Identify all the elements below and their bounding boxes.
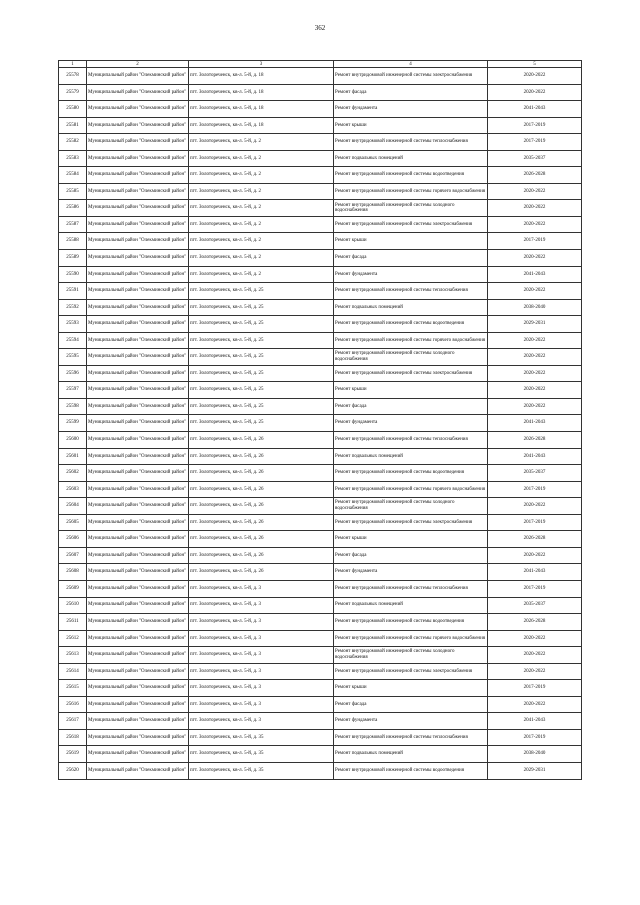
address-cell: пгт. Золотореченск, кв-л. 5-й, д. 18 [189, 68, 334, 85]
work-type-cell: Ремонт внутридомовой инженерной системы электроснабжения [334, 216, 488, 233]
municipality-cell: Муниципальный район "Олекминский район" [87, 564, 189, 581]
row-number: 25605 [59, 514, 87, 531]
address-cell: пгт. Золотореченск, кв-л. 5-й, д. 3 [189, 647, 334, 664]
work-type-cell: Ремонт внутридомовой инженерной системы горячего водоснабжения [334, 481, 488, 498]
municipality-cell: Муниципальный район "Олекминский район" [87, 283, 189, 300]
work-type-cell: Ремонт фасада [334, 84, 488, 101]
municipality-cell: Муниципальный район "Олекминский район" [87, 68, 189, 85]
address-cell: пгт. Золотореченск, кв-л. 5-й, д. 25 [189, 349, 334, 366]
table-row [59, 150, 582, 167]
municipality-cell: Муниципальный район "Олекминский район" [87, 382, 189, 399]
table-row [59, 250, 582, 267]
municipality-cell: Муниципальный район "Олекминский район" [87, 332, 189, 349]
row-number: 25586 [59, 200, 87, 217]
period-cell: 2041-2043 [488, 101, 582, 118]
period-cell: 2026-2028 [488, 167, 582, 184]
row-number: 25596 [59, 365, 87, 382]
table-row [59, 316, 582, 333]
table-header [59, 61, 582, 68]
address-cell: пгт. Золотореченск, кв-л. 5-й, д. 25 [189, 382, 334, 399]
period-cell: 2020-2022 [488, 216, 582, 233]
address-cell: пгт. Золотореченск, кв-л. 5-й, д. 25 [189, 365, 334, 382]
period-cell: 2020-2022 [488, 349, 582, 366]
period-cell: 2041-2043 [488, 564, 582, 581]
period-cell: 2020-2022 [488, 365, 582, 382]
period-cell: 2020-2022 [488, 382, 582, 399]
address-cell: пгт. Золотореченск, кв-л. 5-й, д. 2 [189, 167, 334, 184]
address-cell: пгт. Золотореченск, кв-л. 5-й, д. 3 [189, 680, 334, 697]
row-number: 25614 [59, 663, 87, 680]
row-number: 25585 [59, 183, 87, 200]
row-number: 25578 [59, 68, 87, 85]
column-number-2: 2 [87, 61, 189, 68]
address-cell: пгт. Золотореченск, кв-л. 5-й, д. 18 [189, 84, 334, 101]
work-type-cell: Ремонт фундамента [334, 713, 488, 730]
municipality-cell: Муниципальный район "Олекминский район" [87, 415, 189, 432]
address-cell: пгт. Золотореченск, кв-л. 5-й, д. 18 [189, 117, 334, 134]
address-cell: пгт. Золотореченск, кв-л. 5-й, д. 26 [189, 498, 334, 515]
municipality-cell: Муниципальный район "Олекминский район" [87, 216, 189, 233]
work-type-cell: Ремонт внутридомовой инженерной системы теплоснабжения [334, 432, 488, 449]
period-cell: 2020-2022 [488, 200, 582, 217]
row-number: 25597 [59, 382, 87, 399]
address-cell: пгт. Золотореченск, кв-л. 5-й, д. 26 [189, 448, 334, 465]
row-number: 25617 [59, 713, 87, 730]
period-cell: 2041-2043 [488, 713, 582, 730]
work-type-cell: Ремонт внутридомовой инженерной системы теплоснабжения [334, 580, 488, 597]
table-row [59, 498, 582, 515]
address-cell: пгт. Золотореченск, кв-л. 5-й, д. 26 [189, 481, 334, 498]
work-type-cell: Ремонт внутридомовой инженерной системы холодного водоснабжения [334, 498, 488, 515]
period-cell: 2017-2019 [488, 117, 582, 134]
work-type-cell: Ремонт подвальных помещений [334, 150, 488, 167]
work-type-cell: Ремонт фасада [334, 398, 488, 415]
row-number: 25593 [59, 316, 87, 333]
address-cell: пгт. Золотореченск, кв-л. 5-й, д. 25 [189, 415, 334, 432]
work-type-cell: Ремонт внутридомовой инженерной системы водоотведения [334, 614, 488, 631]
period-cell: 2020-2022 [488, 332, 582, 349]
address-cell: пгт. Золотореченск, кв-л. 5-й, д. 25 [189, 398, 334, 415]
period-cell: 2020-2022 [488, 84, 582, 101]
municipality-cell: Муниципальный район "Олекминский район" [87, 432, 189, 449]
table-row [59, 547, 582, 564]
municipality-cell: Муниципальный район "Олекминский район" [87, 233, 189, 250]
address-cell: пгт. Золотореченск, кв-л. 5-й, д. 26 [189, 432, 334, 449]
work-type-cell: Ремонт внутридомовой инженерной системы электроснабжения [334, 514, 488, 531]
period-cell: 2017-2019 [488, 580, 582, 597]
address-cell: пгт. Золотореченск, кв-л. 5-й, д. 25 [189, 332, 334, 349]
municipality-cell: Муниципальный район "Олекминский район" [87, 117, 189, 134]
address-cell: пгт. Золотореченск, кв-л. 5-й, д. 2 [189, 266, 334, 283]
table-body [59, 68, 582, 780]
column-number-4: 4 [334, 61, 488, 68]
municipality-cell: Муниципальный район "Олекминский район" [87, 696, 189, 713]
table-row [59, 200, 582, 217]
municipality-cell: Муниципальный район "Олекминский район" [87, 398, 189, 415]
period-cell: 2017-2019 [488, 680, 582, 697]
municipality-cell: Муниципальный район "Олекминский район" [87, 349, 189, 366]
table-row [59, 663, 582, 680]
row-number: 25612 [59, 630, 87, 647]
period-cell: 2020-2022 [488, 283, 582, 300]
municipality-cell: Муниципальный район "Олекминский район" [87, 167, 189, 184]
work-type-cell: Ремонт фундамента [334, 266, 488, 283]
table-row [59, 448, 582, 465]
table-row [59, 432, 582, 449]
municipality-cell: Муниципальный район "Олекминский район" [87, 597, 189, 614]
row-number: 25602 [59, 465, 87, 482]
table-row [59, 349, 582, 366]
address-cell: пгт. Золотореченск, кв-л. 5-й, д. 2 [189, 233, 334, 250]
municipality-cell: Муниципальный район "Олекминский район" [87, 299, 189, 316]
work-type-cell: Ремонт фундамента [334, 415, 488, 432]
table-row [59, 746, 582, 763]
row-number: 25599 [59, 415, 87, 432]
municipality-cell: Муниципальный район "Олекминский район" [87, 266, 189, 283]
row-number: 25583 [59, 150, 87, 167]
row-number: 25613 [59, 647, 87, 664]
period-cell: 2020-2022 [488, 498, 582, 515]
address-cell: пгт. Золотореченск, кв-л. 5-й, д. 3 [189, 630, 334, 647]
table-row [59, 597, 582, 614]
row-number: 25606 [59, 531, 87, 548]
work-type-cell: Ремонт подвальных помещений [334, 299, 488, 316]
row-number: 25608 [59, 564, 87, 581]
table-row [59, 382, 582, 399]
table-row [59, 332, 582, 349]
row-number: 25609 [59, 580, 87, 597]
table-row [59, 481, 582, 498]
municipality-cell: Муниципальный район "Олекминский район" [87, 316, 189, 333]
period-cell: 2038-2040 [488, 299, 582, 316]
row-number: 25582 [59, 134, 87, 151]
period-cell: 2017-2019 [488, 134, 582, 151]
address-cell: пгт. Золотореченск, кв-л. 5-й, д. 26 [189, 531, 334, 548]
header-row [59, 61, 582, 68]
municipality-cell: Муниципальный район "Олекминский район" [87, 481, 189, 498]
row-number: 25601 [59, 448, 87, 465]
address-cell: пгт. Золотореченск, кв-л. 5-й, д. 3 [189, 713, 334, 730]
period-cell: 2026-2028 [488, 531, 582, 548]
table-row [59, 183, 582, 200]
address-cell: пгт. Золотореченск, кв-л. 5-й, д. 3 [189, 614, 334, 631]
table-row [59, 680, 582, 697]
period-cell: 2020-2022 [488, 398, 582, 415]
work-type-cell: Ремонт крыши [334, 233, 488, 250]
address-cell: пгт. Золотореченск, кв-л. 5-й, д. 25 [189, 299, 334, 316]
period-cell: 2035-2037 [488, 465, 582, 482]
address-cell: пгт. Золотореченск, кв-л. 5-й, д. 26 [189, 465, 334, 482]
table-row [59, 233, 582, 250]
address-cell: пгт. Золотореченск, кв-л. 5-й, д. 3 [189, 580, 334, 597]
municipality-cell: Муниципальный район "Олекминский район" [87, 746, 189, 763]
period-cell: 2020-2022 [488, 696, 582, 713]
work-type-cell: Ремонт подвальных помещений [334, 448, 488, 465]
period-cell: 2017-2019 [488, 729, 582, 746]
period-cell: 2020-2022 [488, 647, 582, 664]
municipality-cell: Муниципальный район "Олекминский район" [87, 531, 189, 548]
period-cell: 2035-2037 [488, 150, 582, 167]
table-row [59, 415, 582, 432]
period-cell: 2020-2022 [488, 183, 582, 200]
row-number: 25594 [59, 332, 87, 349]
table-row [59, 630, 582, 647]
period-cell: 2038-2040 [488, 746, 582, 763]
municipality-cell: Муниципальный район "Олекминский район" [87, 200, 189, 217]
period-cell: 2041-2043 [488, 448, 582, 465]
table-row [59, 134, 582, 151]
municipality-cell: Муниципальный район "Олекминский район" [87, 713, 189, 730]
column-number-5: 5 [488, 61, 582, 68]
municipality-cell: Муниципальный район "Олекминский район" [87, 150, 189, 167]
row-number: 25615 [59, 680, 87, 697]
address-cell: пгт. Золотореченск, кв-л. 5-й, д. 2 [189, 183, 334, 200]
period-cell: 2026-2028 [488, 432, 582, 449]
municipality-cell: Муниципальный район "Олекминский район" [87, 630, 189, 647]
page-number: 362 [314, 24, 326, 32]
period-cell: 2041-2043 [488, 266, 582, 283]
table-row [59, 713, 582, 730]
row-number: 25580 [59, 101, 87, 118]
work-type-cell: Ремонт внутридомовой инженерной системы электроснабжения [334, 365, 488, 382]
municipality-cell: Муниципальный район "Олекминский район" [87, 84, 189, 101]
row-number: 25600 [59, 432, 87, 449]
table-row [59, 84, 582, 101]
work-type-cell: Ремонт фундамента [334, 564, 488, 581]
row-number: 25611 [59, 614, 87, 631]
period-cell: 2035-2037 [488, 597, 582, 614]
row-number: 25598 [59, 398, 87, 415]
row-number: 25590 [59, 266, 87, 283]
row-number: 25581 [59, 117, 87, 134]
municipality-cell: Муниципальный район "Олекминский район" [87, 614, 189, 631]
work-type-cell: Ремонт внутридомовой инженерной системы горячего водоснабжения [334, 630, 488, 647]
period-cell: 2029-2031 [488, 762, 582, 779]
work-type-cell: Ремонт крыши [334, 531, 488, 548]
table-row [59, 580, 582, 597]
address-cell: пгт. Золотореченск, кв-л. 5-й, д. 35 [189, 746, 334, 763]
address-cell: пгт. Золотореченск, кв-л. 5-й, д. 3 [189, 597, 334, 614]
work-type-cell: Ремонт внутридомовой инженерной системы электроснабжения [334, 663, 488, 680]
period-cell: 2026-2028 [488, 614, 582, 631]
table-row [59, 266, 582, 283]
municipality-cell: Муниципальный район "Олекминский район" [87, 729, 189, 746]
row-number: 25591 [59, 283, 87, 300]
row-number: 25595 [59, 349, 87, 366]
work-type-cell: Ремонт внутридомовой инженерной системы водоотведения [334, 167, 488, 184]
address-cell: пгт. Золотореченск, кв-л. 5-й, д. 25 [189, 316, 334, 333]
table-row [59, 614, 582, 631]
address-cell: пгт. Золотореченск, кв-л. 5-й, д. 26 [189, 564, 334, 581]
table-row [59, 514, 582, 531]
work-type-cell: Ремонт фасада [334, 696, 488, 713]
period-cell: 2041-2043 [488, 415, 582, 432]
work-type-cell: Ремонт внутридомовой инженерной системы теплоснабжения [334, 283, 488, 300]
period-cell: 2029-2031 [488, 316, 582, 333]
municipality-cell: Муниципальный район "Олекминский район" [87, 448, 189, 465]
work-type-cell: Ремонт крыши [334, 680, 488, 697]
work-type-cell: Ремонт внутридомовой инженерной системы электроснабжения [334, 68, 488, 85]
table-row [59, 365, 582, 382]
address-cell: пгт. Золотореченск, кв-л. 5-й, д. 18 [189, 101, 334, 118]
address-cell: пгт. Золотореченск, кв-л. 5-й, д. 26 [189, 514, 334, 531]
municipality-cell: Муниципальный район "Олекминский район" [87, 680, 189, 697]
period-cell: 2017-2019 [488, 233, 582, 250]
work-type-cell: Ремонт подвальных помещений [334, 746, 488, 763]
table-row [59, 398, 582, 415]
row-number: 25584 [59, 167, 87, 184]
row-number: 25604 [59, 498, 87, 515]
table-row [59, 696, 582, 713]
table-row [59, 531, 582, 548]
address-cell: пгт. Золотореченск, кв-л. 5-й, д. 35 [189, 729, 334, 746]
row-number: 25587 [59, 216, 87, 233]
address-cell: пгт. Золотореченск, кв-л. 5-й, д. 2 [189, 250, 334, 267]
table-row [59, 283, 582, 300]
address-cell: пгт. Золотореченск, кв-л. 5-й, д. 3 [189, 696, 334, 713]
table-row [59, 564, 582, 581]
work-type-cell: Ремонт внутридомовой инженерной системы теплоснабжения [334, 134, 488, 151]
row-number: 25610 [59, 597, 87, 614]
table-row [59, 299, 582, 316]
work-type-cell: Ремонт внутридомовой инженерной системы теплоснабжения [334, 729, 488, 746]
row-number: 25579 [59, 84, 87, 101]
address-cell: пгт. Золотореченск, кв-л. 5-й, д. 2 [189, 216, 334, 233]
row-number: 25589 [59, 250, 87, 267]
work-type-cell: Ремонт подвальных помещений [334, 597, 488, 614]
table-row [59, 117, 582, 134]
table-row [59, 216, 582, 233]
municipality-cell: Муниципальный район "Олекминский район" [87, 647, 189, 664]
row-number: 25616 [59, 696, 87, 713]
municipality-cell: Муниципальный район "Олекминский район" [87, 101, 189, 118]
address-cell: пгт. Золотореченск, кв-л. 5-й, д. 35 [189, 762, 334, 779]
row-number: 25618 [59, 729, 87, 746]
work-type-cell: Ремонт фасада [334, 547, 488, 564]
municipality-cell: Муниципальный район "Олекминский район" [87, 663, 189, 680]
row-number: 25588 [59, 233, 87, 250]
row-number: 25592 [59, 299, 87, 316]
municipality-cell: Муниципальный район "Олекминский район" [87, 465, 189, 482]
table-row [59, 68, 582, 85]
municipality-cell: Муниципальный район "Олекминский район" [87, 183, 189, 200]
table-row [59, 101, 582, 118]
municipality-cell: Муниципальный район "Олекминский район" [87, 762, 189, 779]
column-number-1: 1 [59, 61, 87, 68]
period-cell: 2020-2022 [488, 68, 582, 85]
row-number: 25620 [59, 762, 87, 779]
period-cell: 2020-2022 [488, 630, 582, 647]
period-cell: 2020-2022 [488, 547, 582, 564]
period-cell: 2017-2019 [488, 481, 582, 498]
period-cell: 2017-2019 [488, 514, 582, 531]
work-type-cell: Ремонт крыши [334, 382, 488, 399]
municipality-cell: Муниципальный район "Олекминский район" [87, 498, 189, 515]
work-type-cell: Ремонт внутридомовой инженерной системы холодного водоснабжения [334, 647, 488, 664]
work-type-cell: Ремонт фасада [334, 250, 488, 267]
municipality-cell: Муниципальный район "Олекминский район" [87, 547, 189, 564]
table-row [59, 762, 582, 779]
work-type-cell: Ремонт фундамента [334, 101, 488, 118]
work-type-cell: Ремонт внутридомовой инженерной системы холодного водоснабжения [334, 349, 488, 366]
address-cell: пгт. Золотореченск, кв-л. 5-й, д. 25 [189, 283, 334, 300]
municipality-cell: Муниципальный район "Олекминский район" [87, 580, 189, 597]
column-number-3: 3 [189, 61, 334, 68]
period-cell: 2020-2022 [488, 250, 582, 267]
table-row [59, 647, 582, 664]
address-cell: пгт. Золотореченск, кв-л. 5-й, д. 2 [189, 150, 334, 167]
work-type-cell: Ремонт внутридомовой инженерной системы холодного водоснабжения [334, 200, 488, 217]
work-type-cell: Ремонт внутридомовой инженерной системы водоотведения [334, 465, 488, 482]
work-type-cell: Ремонт внутридомовой инженерной системы водоотведения [334, 762, 488, 779]
repair-schedule-table [58, 60, 582, 780]
municipality-cell: Муниципальный район "Олекминский район" [87, 250, 189, 267]
address-cell: пгт. Золотореченск, кв-л. 5-й, д. 2 [189, 134, 334, 151]
work-type-cell: Ремонт крыши [334, 117, 488, 134]
work-type-cell: Ремонт внутридомовой инженерной системы горячего водоснабжения [334, 183, 488, 200]
table-row [59, 729, 582, 746]
municipality-cell: Муниципальный район "Олекминский район" [87, 134, 189, 151]
period-cell: 2020-2022 [488, 663, 582, 680]
work-type-cell: Ремонт внутридомовой инженерной системы горячего водоснабжения [334, 332, 488, 349]
row-number: 25619 [59, 746, 87, 763]
municipality-cell: Муниципальный район "Олекминский район" [87, 365, 189, 382]
municipality-cell: Муниципальный район "Олекминский район" [87, 514, 189, 531]
row-number: 25603 [59, 481, 87, 498]
address-cell: пгт. Золотореченск, кв-л. 5-й, д. 3 [189, 663, 334, 680]
table-row [59, 167, 582, 184]
row-number: 25607 [59, 547, 87, 564]
table-row [59, 465, 582, 482]
address-cell: пгт. Золотореченск, кв-л. 5-й, д. 2 [189, 200, 334, 217]
address-cell: пгт. Золотореченск, кв-л. 5-й, д. 26 [189, 547, 334, 564]
work-type-cell: Ремонт внутридомовой инженерной системы водоотведения [334, 316, 488, 333]
